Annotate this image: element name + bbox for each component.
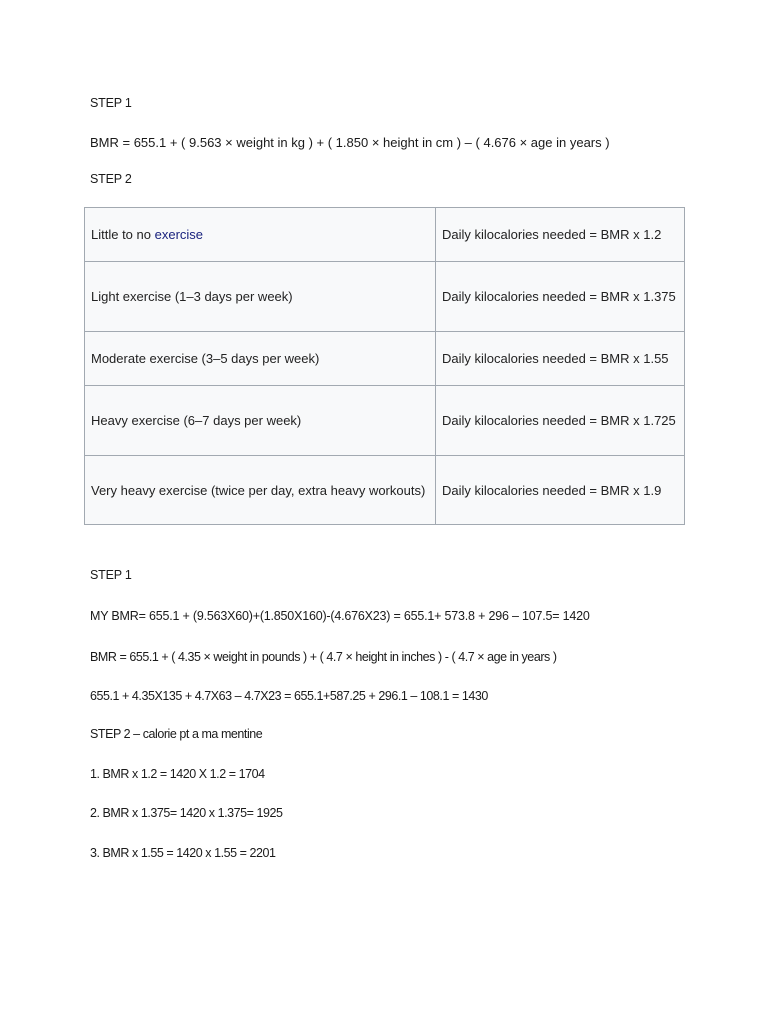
step1-heading-2: STEP 1 <box>90 568 132 582</box>
activity-cell: Heavy exercise (6–7 days per week) <box>85 386 436 456</box>
list-item: 3. BMR x 1.55 = 1420 x 1.55 = 2201 <box>90 846 276 860</box>
formula-cell: Daily kilocalories needed = BMR x 1.9 <box>436 456 685 525</box>
activity-prefix: Little to no <box>91 227 155 242</box>
activity-cell <box>85 208 436 262</box>
list-item: 1. BMR x 1.2 = 1420 X 1.2 = 1704 <box>90 767 265 781</box>
my-bmr-calculation: MY BMR= 655.1 + (9.563X60)+(1.850X160)-(4.676X23) = 655.1+ 573.8 + 296 – 107.5= 1420 <box>90 609 590 623</box>
activity-multiplier-table <box>84 207 685 525</box>
step2-heading: STEP 2 <box>90 172 132 186</box>
step1-heading: STEP 1 <box>90 96 132 110</box>
exercise-link[interactable]: exercise <box>154 227 204 242</box>
table-row <box>85 262 685 332</box>
formula-cell: Daily kilocalories needed = BMR x 1.55 <box>436 332 685 386</box>
imperial-calculation: 655.1 + 4.35X135 + 4.7X63 – 4.7X23 = 655.1+587.25 + 296.1 – 108.1 = 1430 <box>90 689 488 703</box>
list-item: 2. BMR x 1.375= 1420 x 1.375= 1925 <box>90 806 283 820</box>
bmr-formula-imperial: BMR = 655.1 + ( 4.35 × weight in pounds ) + ( 4.7 × height in inches ) - ( 4.7 × age in years ) <box>90 650 557 664</box>
table-row <box>85 208 685 262</box>
table-row <box>85 386 685 456</box>
table-row <box>85 456 685 525</box>
formula-cell: Daily kilocalories needed = BMR x 1.2 <box>436 208 685 262</box>
activity-cell: Moderate exercise (3–5 days per week) <box>85 332 436 386</box>
formula-cell: Daily kilocalories needed = BMR x 1.725 <box>436 386 685 456</box>
activity-cell: Very heavy exercise (twice per day, extra heavy workouts) <box>85 456 436 525</box>
table-row <box>85 332 685 386</box>
step2-heading-2: STEP 2 – calorie pt a ma mentine <box>90 727 263 741</box>
formula-cell: Daily kilocalories needed = BMR x 1.375 <box>436 262 685 332</box>
activity-cell: Light exercise (1–3 days per week) <box>85 262 436 332</box>
bmr-formula-metric: BMR = 655.1 + ( 9.563 × weight in kg ) + ( 1.850 × height in cm ) – ( 4.676 × age in years ) <box>90 135 610 150</box>
